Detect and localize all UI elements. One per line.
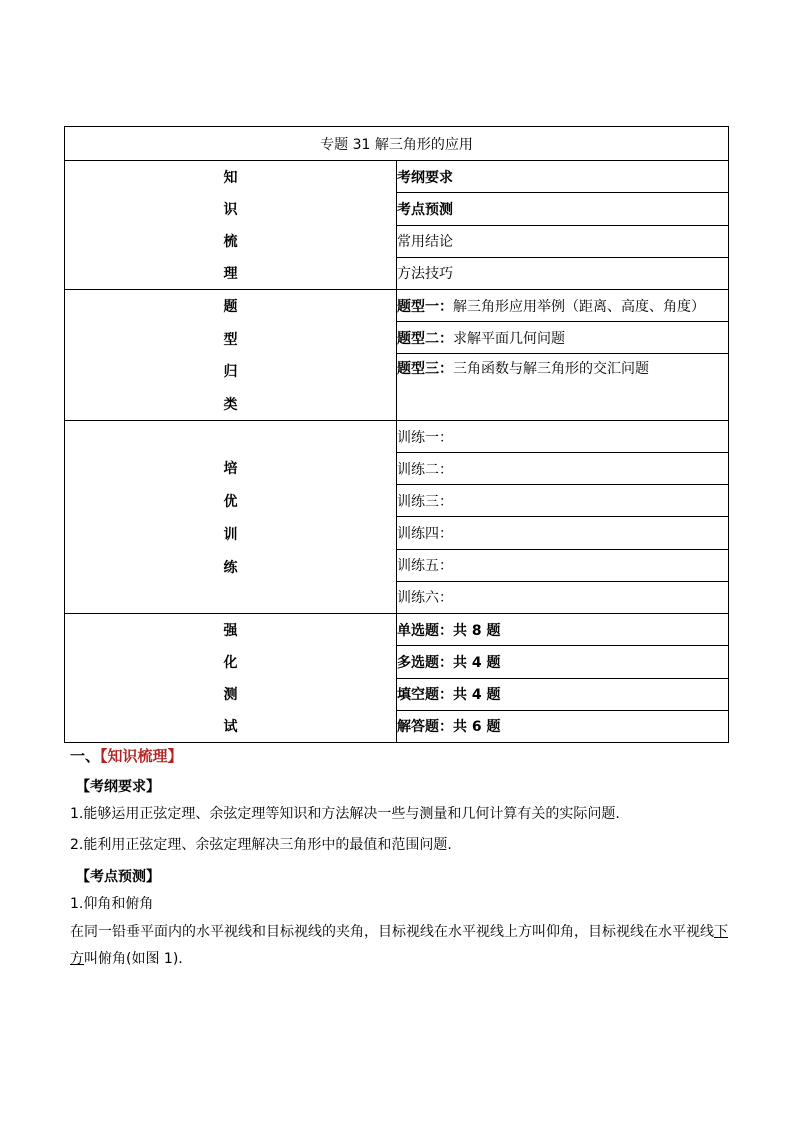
toc-item[interactable]: 训练三： xyxy=(397,485,729,517)
toc-item[interactable]: 方法技巧 xyxy=(397,257,729,289)
toc-item[interactable]: 常用结论 xyxy=(397,225,729,257)
requirement-1: 1.能够运用正弦定理、余弦定理等知识和方法解决一些与测量和几何计算有关的实际问题. xyxy=(70,806,620,822)
point-title: 1.仰角和俯角 xyxy=(70,896,154,912)
group-label-types: 题 型 归 类 xyxy=(65,290,397,421)
subheading-requirements: 【考纲要求】 xyxy=(76,779,160,795)
requirement-2: 2.能利用正弦定理、余弦定理解决三角形中的最值和范围问题. xyxy=(70,837,452,853)
toc-item[interactable]: 训练一： xyxy=(397,421,729,453)
toc-item[interactable]: 多选题：共 4 题 xyxy=(397,646,729,678)
group-label-knowledge: 知 识 梳 理 xyxy=(65,161,397,290)
toc-item[interactable]: 题型一：解三角形应用举例（距离、高度、角度） xyxy=(397,290,729,322)
toc-item[interactable]: 题型二：求解平面几何问题 xyxy=(397,322,729,354)
toc-item[interactable]: 填空题：共 4 题 xyxy=(397,678,729,710)
toc-item[interactable]: 单选题：共 8 题 xyxy=(397,614,729,646)
contents-table xyxy=(64,126,729,743)
toc-item[interactable]: 训练六： xyxy=(397,581,729,613)
toc-item[interactable]: 解答题：共 6 题 xyxy=(397,710,729,742)
toc-item[interactable]: 考点预测 xyxy=(397,193,729,225)
point-text: 在同一铅垂平面内的水平视线和目标视线的夹角，目标视线在水平视线上方叫仰角，目标视线在水平视线下方叫俯角(如图 1). xyxy=(70,924,728,967)
content-body xyxy=(70,745,730,983)
toc-item[interactable]: 训练五： xyxy=(397,549,729,581)
group-label-test: 强 化 测 试 xyxy=(65,614,397,743)
toc-item[interactable]: 训练二： xyxy=(397,453,729,485)
toc-item[interactable]: 训练四： xyxy=(397,517,729,549)
group-label-training: 培 优 训 练 xyxy=(65,421,397,614)
subheading-key-points: 【考点预测】 xyxy=(76,869,160,885)
table-title: 专题 31 解三角形的应用 xyxy=(65,127,729,161)
toc-item[interactable]: 考纲要求 xyxy=(397,161,729,193)
section-heading: 一、【知识梳理】 xyxy=(70,747,183,765)
toc-item[interactable]: 题型三：三角函数与解三角形的交汇问题 xyxy=(397,354,729,421)
